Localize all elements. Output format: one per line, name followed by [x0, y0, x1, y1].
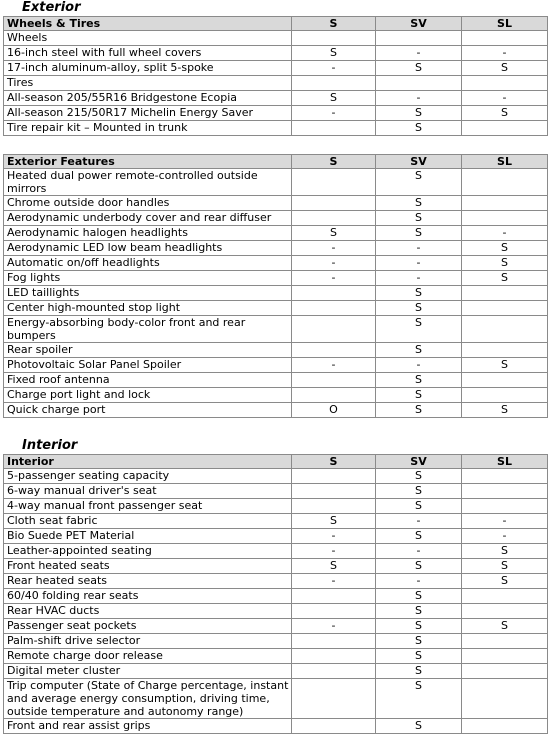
interior-feature-cell: Cloth seat fabric	[4, 514, 292, 529]
wheels-tires-sv-cell	[376, 76, 462, 91]
interior-sv-cell: S	[376, 499, 462, 514]
exterior-features-sv-cell: S	[376, 286, 462, 301]
exterior-features-sv-cell: S	[376, 388, 462, 403]
exterior-features-sl-cell: S	[462, 358, 548, 373]
wheels-tires-sv-cell: S	[376, 121, 462, 136]
wheels-tires-sv-cell: -	[376, 91, 462, 106]
interior-sv-cell: S	[376, 619, 462, 634]
interior-s-cell	[292, 499, 376, 514]
exterior-features-s-cell	[292, 373, 376, 388]
interior-feature-cell: Leather-appointed seating	[4, 544, 292, 559]
exterior-features-s-cell	[292, 196, 376, 211]
interior-sv-cell: -	[376, 544, 462, 559]
interior-row	[4, 529, 548, 544]
wheels-tires-table	[3, 16, 548, 136]
wheels-tires-sl-cell: -	[462, 91, 548, 106]
exterior-features-s-cell: -	[292, 271, 376, 286]
exterior-features-row	[4, 358, 548, 373]
wheels-tires-row	[4, 31, 548, 46]
wheels-tires-sl-cell	[462, 31, 548, 46]
exterior-features-feature-cell: Heated dual power remote-controlled outside mirrors	[4, 169, 292, 196]
interior-sl-cell: -	[462, 514, 548, 529]
exterior-features-s-cell: -	[292, 256, 376, 271]
exterior-features-sl-cell	[462, 373, 548, 388]
interior-row	[4, 514, 548, 529]
exterior-features-s-cell	[292, 286, 376, 301]
interior-row	[4, 484, 548, 499]
exterior-features-s-cell	[292, 301, 376, 316]
interior-s-cell	[292, 484, 376, 499]
exterior-features-row	[4, 373, 548, 388]
exterior-features-feature-cell: Aerodynamic halogen headlights	[4, 226, 292, 241]
exterior-features-row	[4, 343, 548, 358]
exterior-features-feature-cell: Automatic on/off headlights	[4, 256, 292, 271]
interior-feature-cell: Digital meter cluster	[4, 664, 292, 679]
interior-sv-cell: -	[376, 514, 462, 529]
exterior-features-sv-cell: S	[376, 196, 462, 211]
interior-sl-cell	[462, 664, 548, 679]
exterior-features-feature-cell: Fog lights	[4, 271, 292, 286]
exterior-features-sv-cell: -	[376, 358, 462, 373]
interior-s-cell	[292, 649, 376, 664]
wheels-tires-row	[4, 91, 548, 106]
exterior-features-row	[4, 256, 548, 271]
exterior-features-feature-cell: LED taillights	[4, 286, 292, 301]
wheels-tires-sl-cell: S	[462, 61, 548, 76]
interior-s-cell	[292, 634, 376, 649]
wheels-tires-s-cell	[292, 76, 376, 91]
interior-s-cell: -	[292, 529, 376, 544]
interior-header-trim-sv: SV	[376, 455, 462, 469]
exterior-features-s-cell	[292, 343, 376, 358]
exterior-features-feature-cell: Energy-absorbing body-color front and rear bumpers	[4, 316, 292, 343]
interior-feature-cell: Palm-shift drive selector	[4, 634, 292, 649]
interior-sv-cell: S	[376, 649, 462, 664]
interior-sv-cell: S	[376, 559, 462, 574]
interior-row	[4, 664, 548, 679]
exterior-features-s-cell	[292, 316, 376, 343]
exterior-features-sv-cell: -	[376, 256, 462, 271]
wheels-tires-sl-cell	[462, 76, 548, 91]
exterior-features-header-trim-sl: SL	[462, 155, 548, 169]
interior-sv-cell: S	[376, 529, 462, 544]
exterior-features-sl-cell: S	[462, 241, 548, 256]
exterior-features-sl-cell: S	[462, 256, 548, 271]
exterior-features-row	[4, 286, 548, 301]
exterior-features-sl-cell	[462, 169, 548, 196]
exterior-features-sl-cell	[462, 286, 548, 301]
exterior-features-sv-cell: S	[376, 301, 462, 316]
wheels-tires-feature-cell: Tire repair kit – Mounted in trunk	[4, 121, 292, 136]
wheels-tires-sl-cell: -	[462, 46, 548, 61]
interior-s-cell: S	[292, 559, 376, 574]
exterior-features-sv-cell: S	[376, 211, 462, 226]
exterior-features-feature-cell: Fixed roof antenna	[4, 373, 292, 388]
exterior-features-sl-cell: -	[462, 226, 548, 241]
wheels-tires-sl-cell	[462, 121, 548, 136]
exterior-features-sl-cell	[462, 343, 548, 358]
exterior-features-sv-cell: S	[376, 316, 462, 343]
exterior-features-sv-cell: S	[376, 403, 462, 418]
exterior-features-row	[4, 211, 548, 226]
exterior-features-sv-cell: S	[376, 373, 462, 388]
wheels-tires-feature-cell: Tires	[4, 76, 292, 91]
interior-sv-cell: S	[376, 604, 462, 619]
interior-feature-cell: Trip computer (State of Charge percentage, instant and average energy consumption, driving time, outside temperature and autonomy range)	[4, 679, 292, 719]
interior-sv-cell: S	[376, 634, 462, 649]
interior-row	[4, 544, 548, 559]
interior-header-trim-sl: SL	[462, 455, 548, 469]
exterior-features-sv-cell: S	[376, 226, 462, 241]
wheels-tires-feature-cell: 16-inch steel with full wheel covers	[4, 46, 292, 61]
wheels-tires-sv-cell	[376, 31, 462, 46]
wheels-tires-s-cell	[292, 121, 376, 136]
exterior-features-feature-cell: Aerodynamic LED low beam headlights	[4, 241, 292, 256]
interior-header-row	[4, 455, 548, 469]
exterior-features-feature-cell: Charge port light and lock	[4, 388, 292, 403]
exterior-features-sl-cell	[462, 211, 548, 226]
interior-sl-cell	[462, 589, 548, 604]
exterior-features-sv-cell: -	[376, 271, 462, 286]
interior-sv-cell: S	[376, 719, 462, 734]
interior-sl-cell: -	[462, 529, 548, 544]
exterior-features-sl-cell	[462, 301, 548, 316]
interior-sl-cell	[462, 484, 548, 499]
exterior-features-header-row	[4, 155, 548, 169]
interior-sl-cell	[462, 719, 548, 734]
wheels-tires-s-cell: -	[292, 106, 376, 121]
interior-sl-cell	[462, 499, 548, 514]
interior-feature-cell: Front and rear assist grips	[4, 719, 292, 734]
exterior-features-s-cell: -	[292, 241, 376, 256]
wheels-tires-feature-cell: Wheels	[4, 31, 292, 46]
interior-sv-cell: S	[376, 484, 462, 499]
exterior-features-s-cell	[292, 211, 376, 226]
exterior-features-row	[4, 316, 548, 343]
exterior-features-s-cell	[292, 388, 376, 403]
interior-row	[4, 589, 548, 604]
interior-feature-cell: Passenger seat pockets	[4, 619, 292, 634]
exterior-features-row	[4, 169, 548, 196]
exterior-features-feature-cell: Quick charge port	[4, 403, 292, 418]
interior-table	[3, 454, 548, 734]
interior-feature-cell: 60/40 folding rear seats	[4, 589, 292, 604]
interior-feature-cell: Front heated seats	[4, 559, 292, 574]
interior-feature-cell: Bio Suede PET Material	[4, 529, 292, 544]
wheels-tires-s-cell: S	[292, 46, 376, 61]
wheels-tires-s-cell: S	[292, 91, 376, 106]
exterior-features-row	[4, 196, 548, 211]
interior-row	[4, 619, 548, 634]
wheels-tires-header-row	[4, 17, 548, 31]
exterior-features-table-body	[4, 155, 548, 418]
interior-table-body	[4, 455, 548, 734]
exterior-features-feature-cell: Photovoltaic Solar Panel Spoiler	[4, 358, 292, 373]
wheels-tires-header-trim-sv: SV	[376, 17, 462, 31]
wheels-tires-row	[4, 46, 548, 61]
interior-sv-cell: S	[376, 589, 462, 604]
interior-row	[4, 604, 548, 619]
interior-row	[4, 719, 548, 734]
exterior-features-sv-cell: S	[376, 343, 462, 358]
wheels-tires-sl-cell: S	[462, 106, 548, 121]
wheels-tires-row	[4, 121, 548, 136]
interior-feature-cell: 4-way manual front passenger seat	[4, 499, 292, 514]
interior-sl-cell: S	[462, 574, 548, 589]
interior-sv-cell: S	[376, 469, 462, 484]
wheels-tires-header-label: Wheels & Tires	[4, 17, 292, 31]
interior-sl-cell	[462, 469, 548, 484]
interior-row	[4, 574, 548, 589]
exterior-features-s-cell: O	[292, 403, 376, 418]
interior-feature-cell: Remote charge door release	[4, 649, 292, 664]
interior-feature-cell: Rear HVAC ducts	[4, 604, 292, 619]
interior-sl-cell	[462, 679, 548, 719]
exterior-features-sl-cell: S	[462, 403, 548, 418]
interior-sv-cell: S	[376, 664, 462, 679]
exterior-features-s-cell	[292, 169, 376, 196]
exterior-features-row	[4, 301, 548, 316]
interior-sv-cell: -	[376, 574, 462, 589]
interior-feature-cell: 6-way manual driver's seat	[4, 484, 292, 499]
wheels-tires-header-trim-sl: SL	[462, 17, 548, 31]
exterior-features-feature-cell: Aerodynamic underbody cover and rear diffuser	[4, 211, 292, 226]
wheels-tires-feature-cell: 17-inch aluminum-alloy, split 5-spoke	[4, 61, 292, 76]
interior-sl-cell: S	[462, 619, 548, 634]
exterior-features-sl-cell	[462, 196, 548, 211]
wheels-tires-header-trim-s: S	[292, 17, 376, 31]
interior-s-cell	[292, 719, 376, 734]
interior-sl-cell	[462, 604, 548, 619]
interior-s-cell	[292, 589, 376, 604]
exterior-features-sl-cell	[462, 388, 548, 403]
wheels-tires-row	[4, 61, 548, 76]
exterior-features-sl-cell: S	[462, 271, 548, 286]
wheels-tires-sv-cell: S	[376, 61, 462, 76]
interior-sl-cell	[462, 634, 548, 649]
interior-s-cell	[292, 664, 376, 679]
wheels-tires-sv-cell: S	[376, 106, 462, 121]
interior-row	[4, 634, 548, 649]
exterior-features-feature-cell: Rear spoiler	[4, 343, 292, 358]
wheels-tires-feature-cell: All-season 205/55R16 Bridgestone Ecopia	[4, 91, 292, 106]
exterior-features-row	[4, 226, 548, 241]
interior-s-cell: -	[292, 544, 376, 559]
wheels-tires-s-cell: -	[292, 61, 376, 76]
interior-section-title: Interior	[22, 438, 78, 453]
interior-s-cell	[292, 604, 376, 619]
interior-header-trim-s: S	[292, 455, 376, 469]
exterior-features-sv-cell: S	[376, 169, 462, 196]
interior-row	[4, 679, 548, 719]
wheels-tires-feature-cell: All-season 215/50R17 Michelin Energy Saver	[4, 106, 292, 121]
wheels-tires-table-body	[4, 17, 548, 136]
exterior-features-header-label: Exterior Features	[4, 155, 292, 169]
interior-row	[4, 499, 548, 514]
interior-row	[4, 469, 548, 484]
exterior-features-table	[3, 154, 548, 418]
interior-sv-cell: S	[376, 679, 462, 719]
interior-s-cell: S	[292, 514, 376, 529]
interior-sl-cell	[462, 649, 548, 664]
exterior-features-sl-cell	[462, 316, 548, 343]
wheels-tires-row	[4, 76, 548, 91]
interior-s-cell	[292, 469, 376, 484]
interior-s-cell: -	[292, 574, 376, 589]
interior-row	[4, 649, 548, 664]
wheels-tires-row	[4, 106, 548, 121]
exterior-features-header-trim-s: S	[292, 155, 376, 169]
exterior-features-feature-cell: Center high-mounted stop light	[4, 301, 292, 316]
interior-s-cell: -	[292, 619, 376, 634]
exterior-features-row	[4, 241, 548, 256]
exterior-features-row	[4, 388, 548, 403]
interior-sl-cell: S	[462, 559, 548, 574]
interior-sl-cell: S	[462, 544, 548, 559]
interior-s-cell	[292, 679, 376, 719]
exterior-features-row	[4, 271, 548, 286]
interior-header-label: Interior	[4, 455, 292, 469]
exterior-features-header-trim-sv: SV	[376, 155, 462, 169]
exterior-features-s-cell: -	[292, 358, 376, 373]
wheels-tires-s-cell	[292, 31, 376, 46]
exterior-features-s-cell: S	[292, 226, 376, 241]
interior-feature-cell: 5-passenger seating capacity	[4, 469, 292, 484]
exterior-features-row	[4, 403, 548, 418]
exterior-section-title: Exterior	[22, 0, 81, 15]
wheels-tires-sv-cell: -	[376, 46, 462, 61]
exterior-features-sv-cell: -	[376, 241, 462, 256]
exterior-features-feature-cell: Chrome outside door handles	[4, 196, 292, 211]
interior-feature-cell: Rear heated seats	[4, 574, 292, 589]
interior-row	[4, 559, 548, 574]
